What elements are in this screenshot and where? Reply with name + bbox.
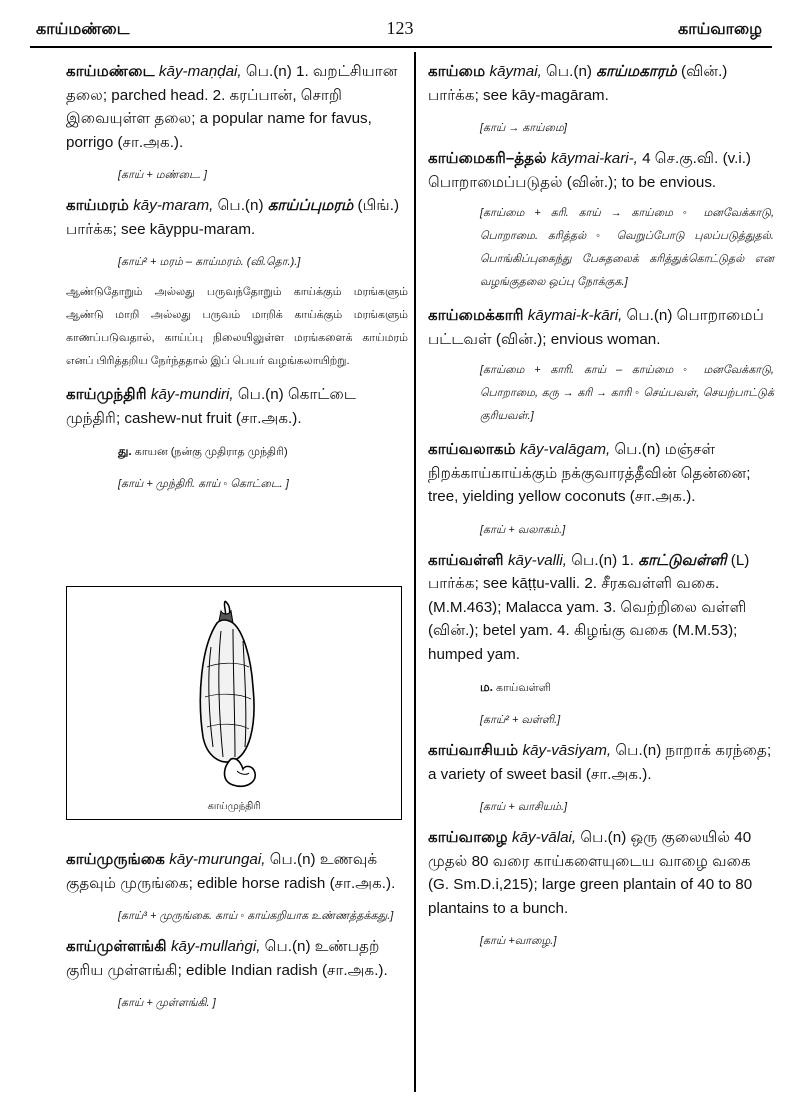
transliteration: kāy-vāsiyam, <box>522 742 612 759</box>
dictionary-entry <box>428 304 774 351</box>
illustration-box <box>66 586 402 820</box>
cognate-text: காய்வள்ளி <box>493 682 551 694</box>
headword: காய்வாசியம் <box>428 742 519 759</box>
transliteration: kāy-maram, <box>133 197 214 214</box>
dictionary-entry <box>428 438 774 509</box>
dictionary-entry <box>428 60 774 107</box>
etymology: [காய்மை + கரி. காய் → காய்மை ◦ மனவேக்காடு, பொறாமை. கரித்தல் ◦ வெறுப்போடு புலப்படுத்துதல். பொங்கிப்புகைந்து பேசுதலைக் கரித்துக்கொட்டுதல் என வழங்குதலை ஒப்பு நோக்குக.] <box>480 207 774 288</box>
header-left-guideword: காய்மண்டை <box>36 21 130 38</box>
definition: பெ.(n) கொட்டை முந்திரி; cashew-nut fruit (சா.அக.). <box>66 386 356 427</box>
dictionary-entry <box>428 739 774 786</box>
headword: காய்மைக்காரி <box>428 307 524 324</box>
headword: காய்வாழை <box>428 829 508 846</box>
definition: பெ.(n) மஞ்சள் நிறக்காய்காய்க்கும் நக்குவாரத்தீவின் தென்னை; tree, yielding yellow coconuts (சா.அக.). <box>428 441 751 505</box>
headword: காய்முந்திரி <box>66 386 147 403</box>
etymology: [காய் + வாசியம்.] <box>480 801 568 813</box>
definition-pre: பெ.(n) <box>213 197 268 214</box>
definition: பெ.(n) உணவுக் குதவும் முருங்கை; edible horse radish (சா.அக.). <box>66 851 396 892</box>
cognate <box>66 438 408 465</box>
definition: பெ.(n) ஒரு குலையில் 40 முதல் 80 வரை காய்களையுடைய வாழை வகை (G. Sm.D.i,215); large green plantain of 40 to 80 plantains to a bunch. <box>428 829 753 917</box>
header-rule <box>30 46 772 48</box>
etymology: [காய்² + மரம் – காய்மரம். (வி.தொ.).] <box>118 256 301 268</box>
transliteration: kāy-murungai, <box>169 851 266 868</box>
etymology: [காய்³ + முருங்கை. காய் ◦ காய்கறியாக உண்ணத்தக்கது.] <box>118 910 394 922</box>
headword: காய்மரம் <box>66 197 129 214</box>
definition-post: (L) பார்க்க; see kāṭṭu-valli. 2. சீரகவள்ளி வகை. (M.M.463); Malacca yam. 3. வெற்றிலை வள்ளி (வின்.); betel yam. 4. கிழங்கு வகை (M.M.53); humped yam. <box>428 551 750 663</box>
page-number: 123 <box>386 18 414 38</box>
etymology: [காய் + முள்ளங்கி. ] <box>118 997 216 1009</box>
definition-post: (வின்.) பார்க்க; see kāy-magāram. <box>428 63 728 104</box>
transliteration: kāy-mullaṅgi, <box>170 938 261 955</box>
header-right-guideword: காய்வாழை <box>678 21 762 38</box>
definition: பெ.(n) 1. வறட்சியான தலை; parched head. 2. கரப்பான், சொறி இவையுள்ள தலை; a popular name for favus, porrigo (சா.அக.). <box>66 63 398 151</box>
left-column-lower <box>66 848 408 1022</box>
page-header <box>0 0 800 44</box>
headword: காய்முருங்கை <box>66 851 166 868</box>
definition: பெ.(n) நாறாக் கரந்தை; a variety of sweet basil (சா.அக.). <box>428 742 772 783</box>
etymology: [காய் + முந்திரி. காய் ◦ கொட்டை. ] <box>118 478 289 490</box>
transliteration: kāymai-k-kāri, <box>527 307 623 324</box>
headword: காய்வலாகம் <box>428 441 516 458</box>
headword: காய்மண்டை <box>66 63 155 80</box>
definition: 4 செ.கு.வி. (v.i.) பொறாமைப்படுதல் (வின்.); to be envious. <box>428 150 751 191</box>
etymology: [காய்மை + காரி. காய் – காய்மை ◦ மனவேக்காடு, பொறாமை, கரு → கரி → காரி ◦ செய்பவள், செயற்பாட்டுக் குரியவள்.] <box>480 364 774 422</box>
headword: காய்முள்ளங்கி <box>66 938 167 955</box>
dictionary-entry <box>428 147 774 194</box>
cross-reference: காய்ப்புமரம் <box>267 197 354 214</box>
cognate <box>428 674 774 701</box>
cashew-fruit-illustration <box>187 597 287 792</box>
dictionary-entry <box>428 549 774 667</box>
transliteration: kāy-valli, <box>507 551 568 569</box>
figure-caption: காய்முந்திரி <box>207 801 261 812</box>
dictionary-entry <box>66 60 408 154</box>
definition-pre: பெ.(n) 1. <box>567 551 639 569</box>
headword: காய்மைகரி–த்தல் <box>428 150 547 167</box>
transliteration: kāymai, <box>489 63 542 80</box>
cognate-text: காயன (நன்கு முதிராத முந்திரி) <box>131 446 288 458</box>
definition: பெ.(n) பொறாமைப் பட்டவள் (வின்.); envious woman. <box>428 307 764 348</box>
etymology: [காய் → காய்மை] <box>480 122 567 134</box>
dictionary-entry <box>66 848 408 895</box>
column-divider <box>414 52 416 1092</box>
cognate-language: து. <box>118 444 132 458</box>
cognate-language: ம. <box>480 680 493 694</box>
dictionary-entry <box>66 194 408 241</box>
cross-reference: காட்டுவள்ளி <box>638 551 727 569</box>
transliteration: kāymai-kari-, <box>550 150 638 167</box>
definition-post: (பிங்.) பார்க்க; see kāyppu-maram. <box>66 197 400 238</box>
dictionary-entry <box>66 935 408 982</box>
dictionary-entry <box>66 383 408 430</box>
etymology: [காய் +வாழை.] <box>480 935 557 947</box>
dictionary-entry <box>428 826 774 920</box>
transliteration: kāy-maṇḍai, <box>158 63 242 80</box>
usage-note: ஆண்டுதோறும் அல்லது பருவந்தோறும் காய்க்கும் மரங்களும் ஆண்டு மாறி அல்லது பருவம் மாறிக் காய்க்கும் மரங்களும் காணப்படுவதால், காய்ப்பு நிலையிலுள்ள மரங்களைக் காய்மரம் எனப் பிரித்தறிய நேர்ந்ததால் இப் பெயர் வழங்கலாயிற்று. <box>66 286 408 367</box>
definition-pre: பெ.(n) <box>541 63 597 80</box>
etymology: [காய் + மண்டை. ] <box>118 169 207 181</box>
transliteration: kāy-vālai, <box>511 829 577 846</box>
etymology: [காய் + வலாகம்.] <box>480 523 566 536</box>
left-column <box>66 60 408 503</box>
headword: காய்வள்ளி <box>428 551 504 569</box>
headword: காய்மை <box>428 63 486 80</box>
right-column <box>428 60 774 960</box>
etymology: [காய்² + வள்ளி.] <box>480 714 561 726</box>
cross-reference: காய்மகாரம் <box>596 63 677 80</box>
transliteration: kāy-mundiri, <box>150 386 234 403</box>
transliteration: kāy-valāgam, <box>519 441 611 458</box>
definition: பெ.(n) உண்பதற் குரிய முள்ளங்கி; edible Indian radish (சா.அக.). <box>66 938 388 979</box>
